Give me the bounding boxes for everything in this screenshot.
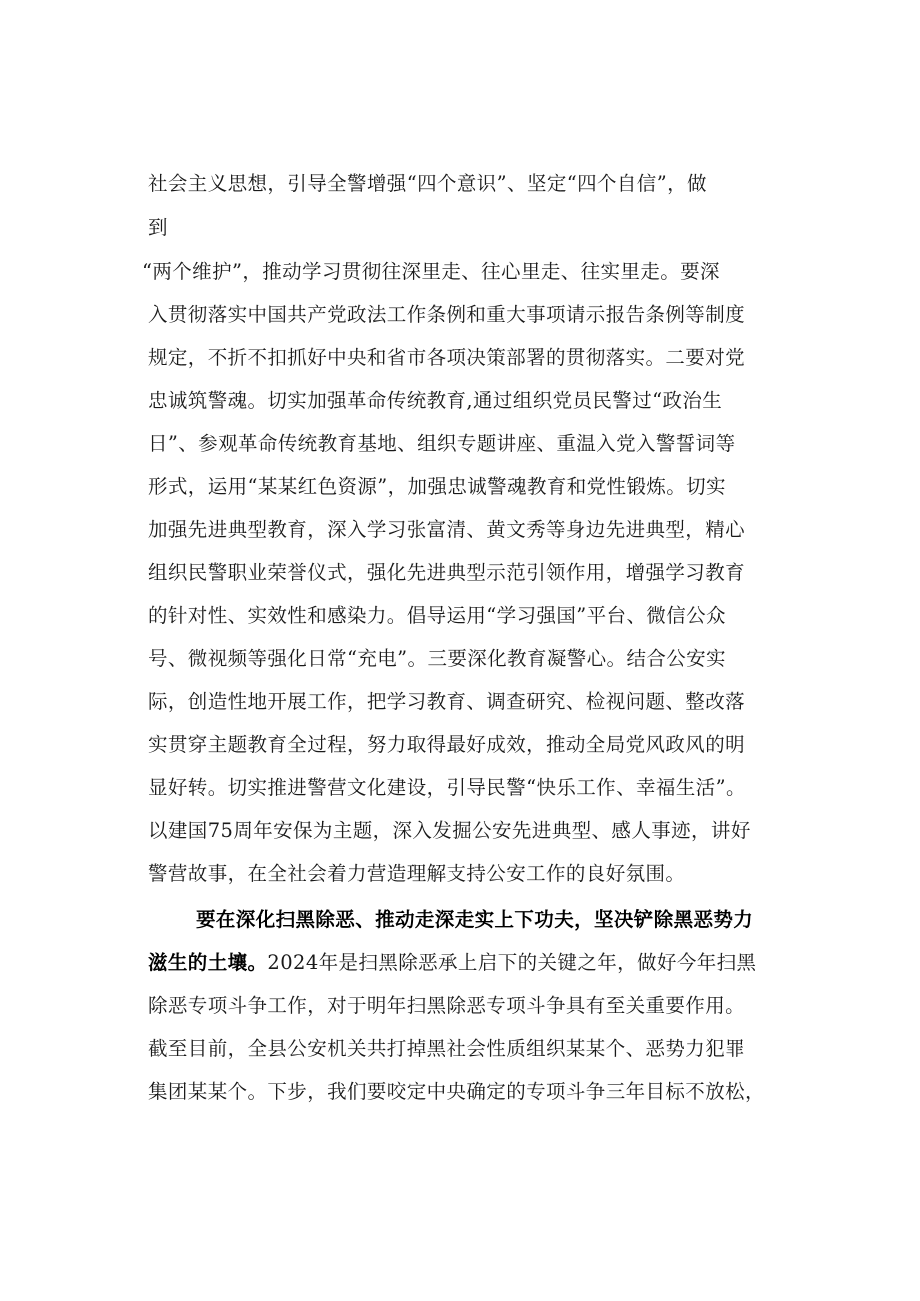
body-line: 号、微视频等强化日常“充电”。三要深化教育凝警心。结合公安实 (148, 647, 726, 670)
body-line: 实贯穿主题教育全过程，努力取得最好成效，推动全局党风政风的明 (148, 733, 746, 756)
body-line: 除恶专项斗争工作，对于明年扫黑除恶专项斗争具有至关重要作用。 (148, 994, 746, 1017)
body-line: 的针对性、实效性和感染力。倡导运用“学习强国”平台、微信公众 (148, 604, 726, 627)
body-line: 集团某某个。下步，我们要咬定中央确定的专项斗争三年目标不放松， (148, 1080, 765, 1103)
body-line (148, 947, 756, 975)
body-text: 2024年是扫黑除恶承上启下的关键之年，做好今年扫黑 (267, 951, 757, 974)
bold-heading-line: 要在深化扫黑除恶、推动走深走实上下功夫，坚决铲除黑恶势力 (196, 908, 754, 931)
bold-heading-end: 滋生的土壤。 (148, 951, 268, 974)
body-line: 际，创造性地开展工作，把学习教育、调查研究、检视问题、整改落 (148, 690, 746, 713)
body-line: 规定，不折不扣抓好中央和省市各项决策部署的贯彻落实。二要对党 (148, 346, 746, 369)
body-line: 组织民警职业荣誉仪式，强化先进典型示范引领作用，增强学习教育 (148, 561, 746, 584)
body-line: 到 (148, 216, 168, 239)
body-line: 入贯彻落实中国共产党政法工作条例和重大事项请示报告条例等制度 (148, 303, 746, 326)
body-line: 加强先进典型教育，深入学习张富清、黄文秀等身边先进典型，精心 (148, 518, 746, 541)
body-line: 以建国75周年安保为主题，深入发掘公安先进典型、感人事迹，讲好 (148, 819, 751, 842)
body-line: 截至目前，全县公安机关共打掉黑社会性质组织某某个、恶势力犯罪 (148, 1037, 746, 1060)
body-line: 日”、参观革命传统教育基地、组织专题讲座、重温入党入警誓词等 (148, 432, 736, 455)
body-line: 警营故事，在全社会着力营造理解支持公安工作的良好氛围。 (148, 862, 686, 885)
body-line: 显好转。切实推进警营文化建设，引导民警“快乐工作、幸福生活”。 (148, 776, 746, 799)
body-line: “两个维护”，推动学习贯彻往深里走、往心里走、往实里走。要深 (142, 260, 720, 283)
body-line: 形式，运用“某某红色资源”，加强忠诚警魂教育和党性锻炼。切实 (148, 475, 726, 498)
body-line: 忠诚筑警魂。切实加强革命传统教育,通过组织党员民警过“政治生 (148, 389, 723, 412)
body-line: 社会主义思想，引导全警增强“四个意识”、坚定“四个自信”，做 (148, 172, 707, 195)
